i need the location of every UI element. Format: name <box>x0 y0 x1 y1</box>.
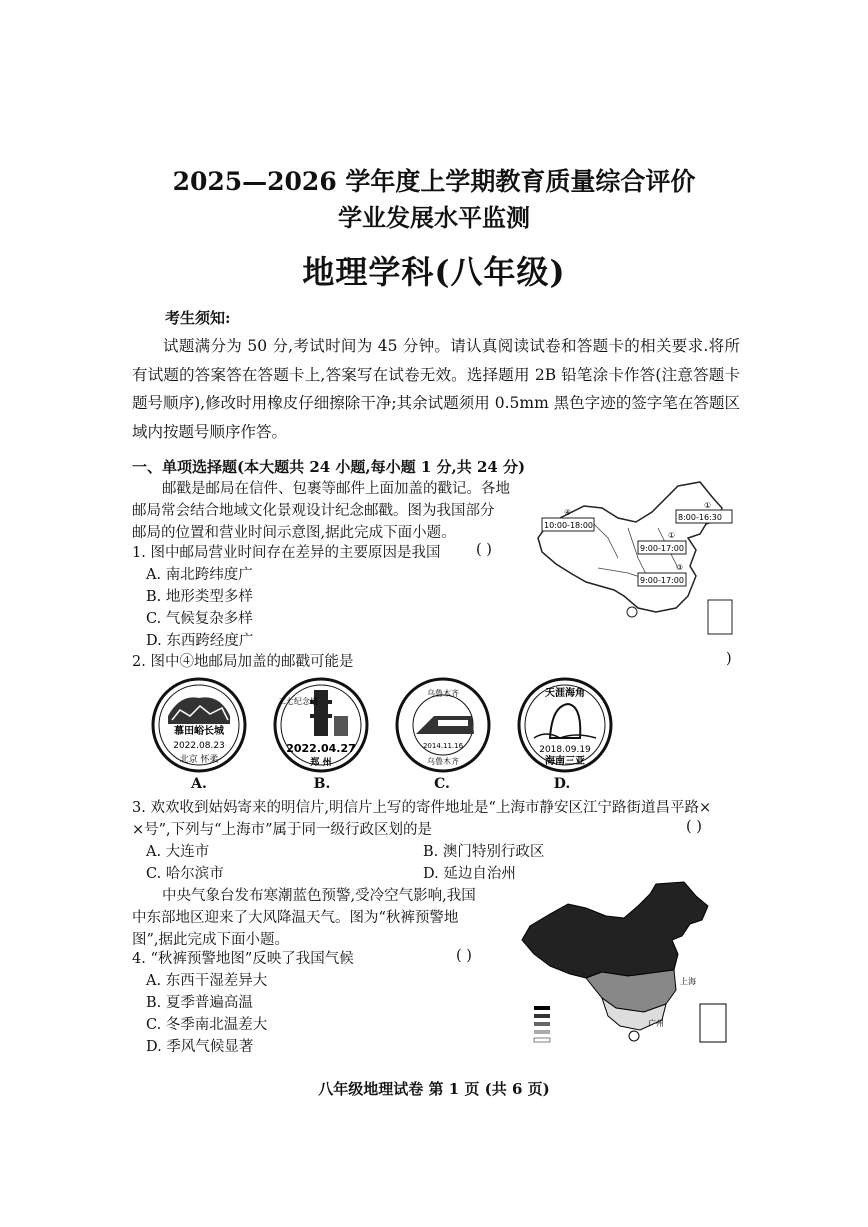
q3-answer-paren[interactable]: ( ) <box>686 819 702 835</box>
marker-3: ③ <box>676 563 684 572</box>
marker-4: ④ <box>564 508 572 517</box>
stamp-a-great-wall <box>150 676 248 774</box>
stamp-d-label[interactable]: D. <box>553 776 571 792</box>
exam-title-line1: 2025—2026 学年度上学期教育质量综合评价 <box>172 167 696 196</box>
q4-stem: 4. “秋裤预警地图”反映了我国气候 <box>132 951 354 967</box>
label-guangzhou: 广州 <box>648 1019 664 1028</box>
q2-stem: 2. 图中④地邮局加盖的邮戳可能是 <box>132 654 354 670</box>
stamp-b-label[interactable]: B. <box>313 776 331 792</box>
intro2-line-1: 中央气象台发布寒潮蓝色预警,受冷空气影响,我国 <box>162 888 476 904</box>
stamp-a-place: 北京 怀柔 <box>179 755 219 765</box>
q3-option-c[interactable]: C. 哈尔滨市 <box>146 866 224 882</box>
china-dark-region <box>522 882 708 978</box>
cold-wave-warning-map <box>516 880 742 1050</box>
time-label-1: 8:00-16:30 <box>678 513 722 522</box>
china-outline <box>538 482 722 612</box>
stamp-c-date: 2014.11.16 <box>422 742 464 750</box>
intro-line-2: 邮局常会结合地域文化景观设计纪念邮戳。图为我国部分 <box>132 503 495 519</box>
notes-body: 试题满分为 50 分,考试时间为 45 分钟。请认真阅读试卷和答题卡的相关要求.将所有试题的答案答在答题卡上,答案写在试卷无效。选择题用 2B 铅笔涂卡作答(注意答题卡题号顺序),修改时用橡皮仔细擦除干净;其余试题须用 0.5mm 黑色字迹的签字笔在答题区域内按题号顺序作答。 <box>132 337 740 441</box>
q1-option-d[interactable]: D. 东西跨经度广 <box>146 633 254 649</box>
stamp-c-top: 乌鲁木齐 <box>427 689 459 698</box>
q3-option-d[interactable]: D. 延边自治州 <box>423 866 516 882</box>
q4-option-c[interactable]: C. 冬季南北温差大 <box>146 1017 268 1033</box>
stamp-b-date: 2022.04.27 <box>286 742 356 755</box>
intro2-line-3: 图”,据此完成下面小题。 <box>132 932 290 948</box>
q4-option-d[interactable]: D. 季风气候显著 <box>146 1039 254 1055</box>
marker-2: ① <box>668 531 676 540</box>
q1-stem: 1. 图中邮局营业时间存在差异的主要原因是我国 <box>132 545 441 561</box>
subject-title: 地理学科(八年级) <box>302 253 566 291</box>
time-label-4: 10:00-18:00 <box>544 521 593 530</box>
stamp-d-place: 海南三亚 <box>545 756 585 767</box>
stamp-c-place: 乌鲁木齐 <box>427 757 459 766</box>
stamp-d-top: 天涯海角 <box>545 688 585 699</box>
stamp-c-train <box>394 676 492 774</box>
stamp-b-place: 郑 州 <box>310 758 332 768</box>
intro-line-1: 邮戳是邮局在信件、包裹等邮件上面加盖的戳记。各地 <box>162 481 510 497</box>
q3-stem-line1: 3. 欢欢收到姑妈寄来的明信片,明信片上写的寄件地址是“上海市静安区江宁路街道昌平路× <box>132 800 712 816</box>
time-label-3: 9:00-17:00 <box>640 576 684 585</box>
q3-stem-line2: ×号”,下列与“上海市”属于同一级行政区划的是 <box>132 822 432 838</box>
exam-title-line2: 学业发展水平监测 <box>338 203 530 232</box>
section-heading: 一、单项选择题(本大题共 24 小题,每小题 1 分,共 24 分) <box>132 458 526 476</box>
page-footer: 八年级地理试卷 第 1 页 (共 6 页) <box>318 1080 550 1098</box>
intro-line-3: 邮局的位置和营业时间示意图,据此完成下面小题。 <box>132 525 456 541</box>
time-label-2: 9:00-17:00 <box>640 544 684 553</box>
q1-option-a[interactable]: A. 南北跨纬度广 <box>146 567 253 583</box>
stamp-d-rocks <box>516 676 614 774</box>
q1-option-c[interactable]: C. 气候复杂多样 <box>146 611 253 627</box>
label-shanghai: 上海 <box>680 977 696 986</box>
q1-option-b[interactable]: B. 地形类型多样 <box>146 589 253 605</box>
q4-answer-paren[interactable]: ( ) <box>456 948 472 964</box>
q3-option-b[interactable]: B. 澳门特别行政区 <box>423 844 545 860</box>
q4-option-b[interactable]: B. 夏季普遍高温 <box>146 995 253 1011</box>
q2-answer-paren[interactable]: ) <box>726 651 732 667</box>
stamp-d-date: 2018.09.19 <box>539 745 591 755</box>
notes-heading: 考生须知: <box>165 309 231 327</box>
q1-answer-paren[interactable]: ( ) <box>476 542 492 558</box>
stamp-a-date: 2022.08.23 <box>173 741 225 751</box>
stamp-a-top: 慕田峪长城 <box>174 726 224 737</box>
intro2-line-2: 中东部地区迎来了大风降温天气。图为“秋裤预警地 <box>132 910 459 926</box>
post-office-map <box>528 478 743 640</box>
marker-1: ① <box>704 501 712 510</box>
q4-option-a[interactable]: A. 东西干湿差异大 <box>146 973 268 989</box>
stamp-b-top: 二七纪念塔 <box>278 697 318 706</box>
stamp-b-tower <box>272 676 370 774</box>
q3-option-a[interactable]: A. 大连市 <box>146 844 210 860</box>
stamp-a-label[interactable]: A. <box>191 776 207 792</box>
stamp-c-label[interactable]: C. <box>434 776 450 792</box>
